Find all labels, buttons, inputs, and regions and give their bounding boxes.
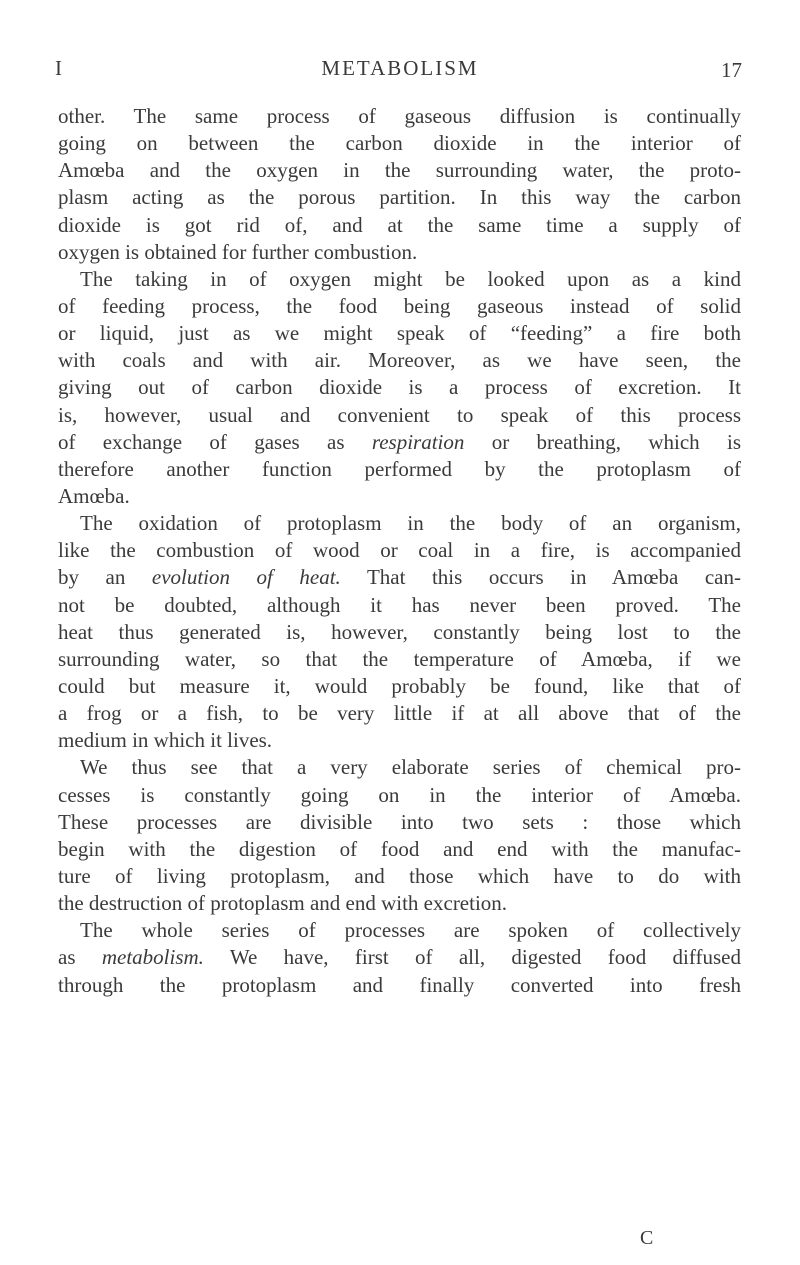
- text-line: dioxide is got rid of, and at the same time a supply of: [58, 212, 741, 237]
- text-segment: That this occurs in Amœba can-: [340, 565, 741, 590]
- text-line: [58, 944, 741, 971]
- chapter-number: I: [55, 56, 62, 80]
- text-line: giving out of carbon dioxide is a process of excretion. It: [58, 375, 741, 400]
- running-header: [0, 56, 800, 86]
- text-segment: as: [58, 945, 102, 970]
- text-line: therefore another function performed by the protoplasm of: [58, 456, 741, 481]
- text-line: or liquid, just as we might speak of “feeding” a fire both: [58, 321, 741, 346]
- body-text: [58, 103, 741, 999]
- italic-term: evolution of heat.: [151, 565, 341, 590]
- text-line: cesses is constantly going on in the interior of Amœba.: [58, 782, 741, 807]
- text-segment: of exchange of gases as: [58, 429, 372, 454]
- page-number: 17: [721, 58, 742, 82]
- text-line: begin with the digestion of food and end with the manufac-: [58, 836, 741, 861]
- text-line: not be doubted, although it has never been proved. The: [58, 592, 741, 617]
- text-line: the destruction of protoplasm and end with excretion.: [58, 891, 508, 916]
- text-line: like the combustion of wood or coal in a fire, is accompanied: [58, 538, 741, 563]
- text-line: could but measure it, would probably be found, like that of: [58, 673, 741, 698]
- text-line: other. The same process of gaseous diffusion is continually: [58, 104, 741, 128]
- text-segment: by an: [58, 565, 152, 590]
- text-line: is, however, usual and convenient to speak of this process: [58, 402, 741, 427]
- signature-mark: C: [640, 1227, 654, 1249]
- text-segment: We have, first of all, digested food diffused: [203, 945, 741, 970]
- text-line: of feeding process, the food being gaseous instead of solid: [58, 293, 741, 318]
- running-title: METABOLISM: [321, 56, 479, 80]
- text-line: ture of living protoplasm, and those which have to do with: [58, 863, 741, 888]
- italic-term: metabolism.: [101, 945, 204, 970]
- text-line: These processes are divisible into two sets : those which: [58, 809, 741, 834]
- text-line: The taking in of oxygen might be looked upon as a kind: [80, 266, 741, 291]
- text-line: The oxidation of protoplasm in the body of an organism,: [80, 511, 741, 536]
- text-line: a frog or a fish, to be very little if at all above that of the: [58, 701, 741, 726]
- text-line: with coals and with air. Moreover, as we have seen, the: [58, 348, 741, 373]
- text-line: [58, 564, 741, 591]
- text-line: Amœba and the oxygen in the surrounding water, the proto-: [58, 158, 741, 183]
- text-line: through the protoplasm and finally converted into fresh: [58, 972, 741, 997]
- text-segment: or breathing, which is: [464, 429, 741, 454]
- text-line: oxygen is obtained for further combustion.: [58, 239, 418, 264]
- text-line: going on between the carbon dioxide in the interior of: [58, 131, 741, 156]
- text-line: surrounding water, so that the temperature of Amœba, if we: [58, 646, 741, 671]
- italic-term: respiration: [371, 429, 465, 454]
- text-line: heat thus generated is, however, constantly being lost to the: [58, 619, 741, 644]
- text-line: medium in which it lives.: [58, 728, 273, 753]
- text-line: [58, 429, 741, 456]
- text-line: The whole series of processes are spoken of collectively: [80, 918, 741, 943]
- text-line: We thus see that a very elaborate series of chemical pro-: [80, 755, 741, 780]
- text-line: plasm acting as the porous partition. In this way the carbon: [58, 185, 741, 210]
- text-line: Amœba.: [58, 483, 130, 508]
